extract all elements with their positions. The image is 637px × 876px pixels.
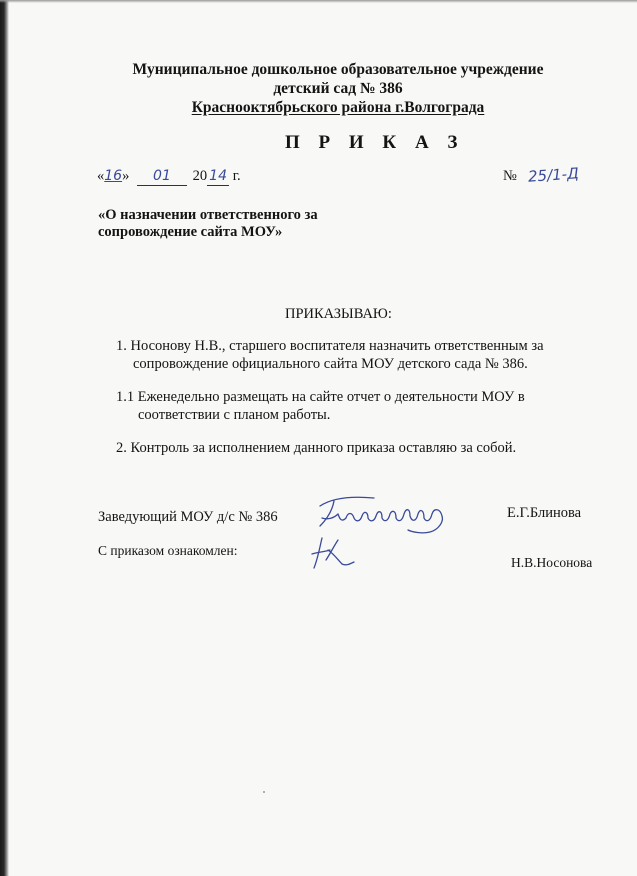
date-month-blank [137, 168, 187, 186]
item-1-1-line-1: 1.1 Еженедельно размещать на сайте отчет о деятельности МОУ в [116, 389, 525, 405]
acquainted-name: Н.В.Носонова [511, 555, 593, 570]
number-label: № [503, 168, 517, 184]
scan-left-edge [0, 0, 9, 876]
date-year-prefix: 20 [192, 168, 208, 184]
document-title: П Р И К А З [285, 132, 465, 153]
order-word: ПРИКАЗЫВАЮ: [285, 306, 392, 322]
subject-line-2: сопровождение сайта МОУ» [98, 224, 283, 240]
header-line-2: детский сад № 386 [273, 80, 403, 97]
order-number [503, 166, 579, 185]
date-year-blank [207, 168, 229, 186]
subject-line-1: «О назначении ответственного за [98, 207, 318, 223]
date-year-unit: г. [232, 168, 241, 184]
item-1-line-2: сопровождение официального сайта МОУ детского сада № 386. [133, 356, 528, 372]
order-date [97, 168, 241, 186]
acquainted-signature [308, 532, 358, 572]
date-close-quote: » [122, 168, 130, 184]
item-1-1-line-2: соответствии с планом работы. [138, 407, 331, 423]
number-value: 25/1-Д [527, 164, 580, 186]
header-line-1: Муниципальное дошкольное образовательное учреждение [132, 61, 544, 78]
date-year-suffix: 14 [209, 168, 227, 184]
head-title: Заведующий МОУ д/с № 386 [98, 509, 278, 525]
header-line-3: Краснооктябрьского района г.Волгограда [191, 99, 485, 116]
head-name: Е.Г.Блинова [507, 505, 582, 521]
date-open-quote: « [97, 168, 105, 184]
date-month: 01 [153, 168, 171, 184]
acquainted-label: С приказом ознакомлен: [98, 543, 238, 558]
date-day: 16 [104, 168, 123, 184]
scan-speck [263, 791, 265, 793]
item-2-line-1: 2. Контроль за исполнением данного приказа оставляю за собой. [116, 440, 517, 456]
scan-top-edge [0, 0, 637, 3]
item-1-line-1: 1. Носонову Н.В., старшего воспитателя назначить ответственным за [116, 338, 544, 354]
